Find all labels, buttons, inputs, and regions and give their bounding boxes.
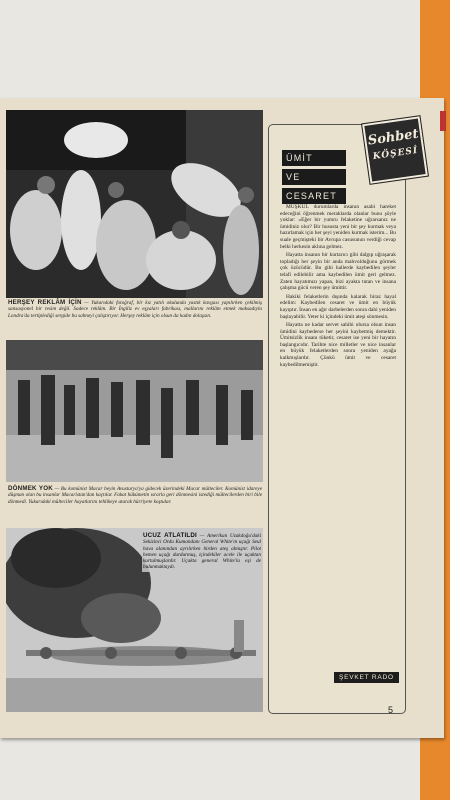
- title-line-2: VE: [282, 169, 346, 185]
- caption-advertising: [8, 300, 262, 319]
- photo-refugees: [6, 340, 263, 482]
- caption-close-call-title: UCUZ ATLATILDI: [143, 532, 197, 539]
- caption-close-call: [142, 532, 262, 572]
- caption-no-return-body: — Bu komünist Macar beyin Avusturya'ya gidecek üzerindeki Macar mülteciler. Komünist idareye düşman olan bu insanlar Macaristan'dan kaçtılar. Fakat hükümetin ısrarla geri dönmesini istediği mültecilerden biri bile dönmedi. Yukarıdaki mülteciler hayatlarını tehlikeye atarak hürriyete koştular.: [8, 486, 263, 505]
- column-body: [280, 204, 396, 674]
- caption-advertising-title: HERŞEY REKLÂM İÇİN: [8, 299, 82, 306]
- caption-close-call-body: — Amerikan Uzakdoğu'daki Sekizinci Ordu Kumandanı General White'ın uçağı Seul hava alanından ayrılırken birden ateş almıştır. Pilot hemen uçağı durdurmuş, içindekiler acele ile uçaktan kurtulmuşlardır. Uçakta general White'la eşi de bulunmaktaydı.: [143, 533, 262, 571]
- page-edge-marker: [440, 111, 446, 131]
- photo-pillow-fight: [6, 110, 263, 298]
- title-line-1: ÜMİT: [282, 150, 346, 166]
- column-title: [282, 150, 346, 207]
- caption-no-return-title: DÖNMEK YOK: [8, 485, 53, 492]
- page-number: 5: [388, 705, 394, 715]
- column-paragraph: Hayatta insanın bir kurtarıcı gibi dalgıp uğraşarak topladığı her şeyin bir anda mahvolduğunu görmek çok üzücüdür. Bu gibi hallerde kaybedilen şeyler telafi edilebilir ama kaybedilen ümit geri gelmez. Zaten hayatımızı yapan, bizi ayakta tutan ve insana çalışma gücü veren şey ümittir.: [280, 252, 396, 292]
- sohbet-kosesi-logo: [362, 116, 428, 183]
- title-line-3: CESARET: [282, 188, 346, 204]
- column-paragraph: Hayatta ne kadar servet sahibi olursa olsun insan ümidini kaybederse her şeyini kaybetmiş demektir. Ümitsizlik insanı tüketir, cesaret ise yeni bir hayatın başlangıcıdır. Tarihte nice milletler ve nice insanlar en büyük felaketlerden sonra yeniden ayağa kalkmışlardır. Çünkü ümit ve cesaret kaybedilmemiştir.: [280, 322, 396, 368]
- logo-line-1: Sohbet: [367, 126, 420, 149]
- column-paragraph: Hakiki felaketlerin dışında kalarak biraz hayal edelim: Kaybedilen cesaret ve ümit en büyük kayıptır. İnsan en ağır darbelerden sonra dahi yeniden başlayabilir. Yeter ki içindeki ümit ateşi sönmesin.: [280, 293, 396, 320]
- caption-no-return: [8, 486, 262, 505]
- caption-advertising-body: — Yukarıdaki fotoğraf, bir kız yatılı okulunda yastık kavgası yapılırken çekilmiş sansasyonel bir resim değil. Sadece reklâm. Bir İngiliz ev eşyaları fabrikası, mallarını reklâm etmek maksadıyla Londra'da tertiplediği sergide bu sahneyi çalıştırıyor. Herşey reklâm için olsun da kadın dolaşsın.: [8, 300, 262, 319]
- author-signature: ŞEVKET RADO: [334, 672, 399, 683]
- column-paragraph: MUŞKÜL durumlarda insanın asabi hareket edeceğini öğrenmek meraklarda olanlar bunu şöyle yoklar: «Eğer bir yumru felaketine uğrarsanız ne ümidiniz olur? Bir hususta yeni bir şey kurmak veya hazırlamak için her şeyi yeniden kurmak isterim... Bu suale geçmişteki bir Avrupa casusunun verdiği cevap belki herkesin aklına gelmez.: [280, 204, 396, 250]
- logo-line-2: KÖŞESİ: [372, 145, 419, 163]
